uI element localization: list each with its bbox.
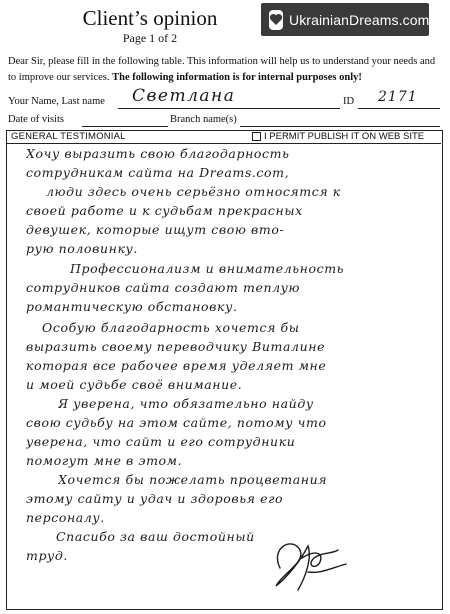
name-value[interactable]: Светлана xyxy=(132,86,236,106)
testimonial-line: персоналу. xyxy=(26,510,105,525)
site-logo xyxy=(261,3,429,36)
testimonial-line: Особую благодарность хочется бы xyxy=(42,320,300,335)
testimonial-line: которая все рабочее время уделяет мне xyxy=(26,358,327,373)
testimonial-line: своей работе и к судьбам прекрасных xyxy=(26,203,303,218)
intro-paragraph xyxy=(8,54,442,86)
testimonial-line: свою судьбу на этом сайте, потому что xyxy=(26,415,327,430)
date-label: Date of visits xyxy=(8,114,64,125)
testimonial-line: Я уверена, что обязательно найду xyxy=(58,396,314,411)
testimonial-line: Хочу выразить свою благодарность xyxy=(26,146,290,161)
id-value[interactable]: 2171 xyxy=(378,89,418,105)
testimonial-line: и моей судьбе своё внимание. xyxy=(26,377,243,392)
intro-bold-notice: The following information is for internal purposes only! xyxy=(112,72,362,83)
testimonial-line: люди здесь очень серьёзно относятся к xyxy=(46,184,341,199)
branch-underline xyxy=(240,126,440,127)
intro-text: Dear Sir, please fill in the following table. This information will help us to understand your needs and to improve our services. xyxy=(8,56,436,83)
page-indicator: Page 1 of 2 xyxy=(122,31,178,45)
testimonial-line: Хочется бы пожелать процветания xyxy=(58,472,328,487)
testimonial-line: романтическую обстановку. xyxy=(26,299,238,314)
logo-text: UkrainianDreams.com xyxy=(289,11,430,28)
document-title: Client’s opinion xyxy=(82,6,218,30)
testimonial-line: уверена, что сайт и его сотрудники xyxy=(26,434,296,449)
testimonial-line: рую половинку. xyxy=(26,241,138,256)
permit-label: I PERMIT PUBLISH IT ON WEB SITE xyxy=(264,131,425,142)
branch-label: Branch name(s) xyxy=(170,114,237,125)
id-label: ID xyxy=(343,96,355,107)
permit-publish-option[interactable] xyxy=(252,131,424,142)
testimonial-line: Спасибо за ваш достойный xyxy=(56,529,255,544)
name-label: Your Name, Last name xyxy=(8,96,105,107)
heart-icon xyxy=(269,10,283,30)
testimonial-line: помогут мне в этом. xyxy=(26,453,183,468)
date-underline xyxy=(82,126,168,127)
permit-checkbox[interactable] xyxy=(252,132,261,141)
name-underline xyxy=(118,108,340,109)
testimonial-line: этому сайту и удач и здоровья его xyxy=(26,491,284,506)
testimonial-line: сотрудников сайта создают теплую xyxy=(26,280,301,295)
testimonial-line: выразить своему переводчику Виталине xyxy=(26,339,326,354)
testimonial-line: сотрудникам сайта на Dreams.com, xyxy=(26,165,290,180)
testimonial-line: девушек, которые ищут свою вто- xyxy=(26,222,285,237)
testimonial-line: Профессионализм и внимательность xyxy=(70,261,345,276)
testimonial-line: труд. xyxy=(26,548,69,563)
id-underline xyxy=(358,108,440,109)
handwritten-signature xyxy=(262,528,352,598)
section-title: GENERAL TESTIMONIAL xyxy=(11,131,126,142)
